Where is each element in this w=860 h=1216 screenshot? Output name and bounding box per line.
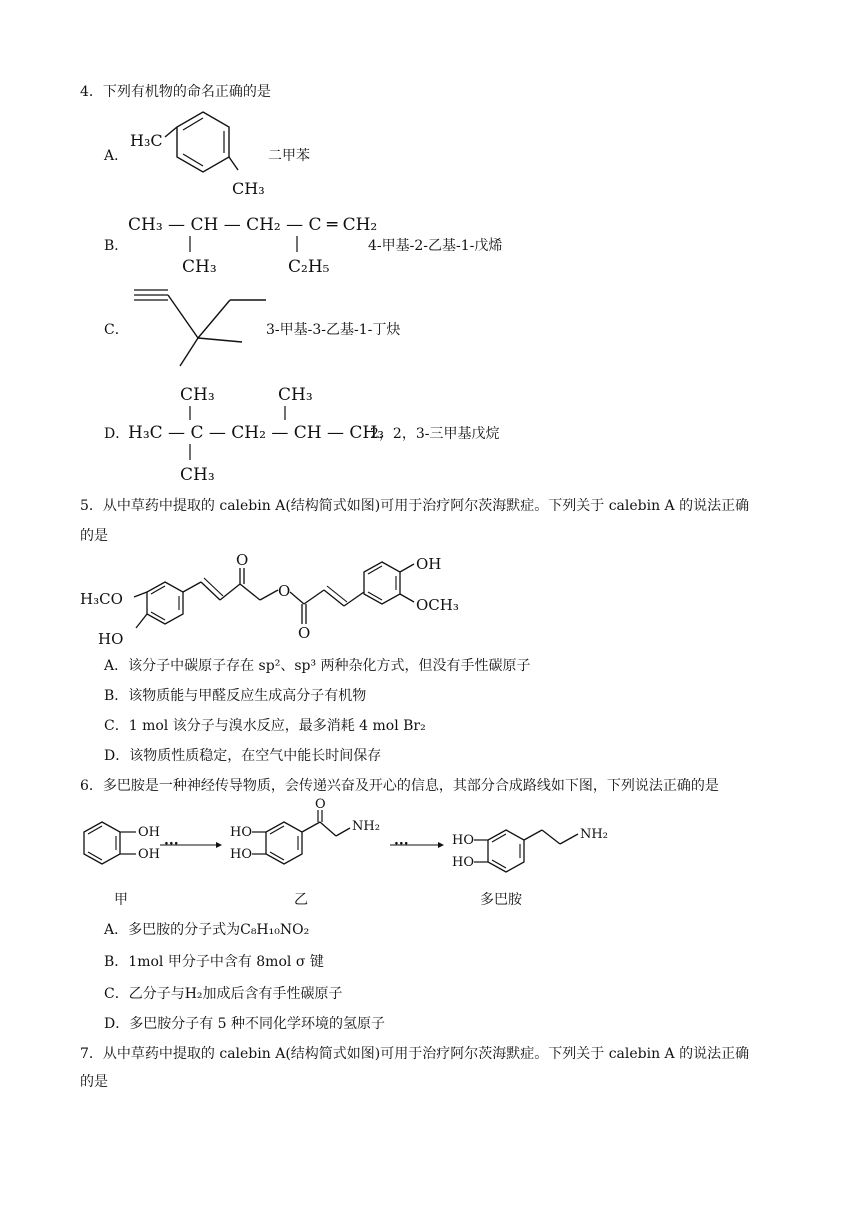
q4-b-structure (128, 208, 378, 278)
q5-hydroxyl-right: OH (416, 555, 442, 573)
q6-stem: 6．多巴胺是一种神经传导物质，会传递兴奋及开心的信息，其部分合成路线如下图，下列说法正确的是 (80, 778, 719, 794)
q6-arrow2-dots: ··· (394, 836, 409, 852)
q6-arrow1-dots: ··· (164, 836, 179, 852)
q5-stem-line1: 5．从中草药中提取的 calebin A(结构简式如图)可用于治疗阿尔茨海默症。下列关于 calebin A 的说法正确 (80, 498, 750, 514)
q6-synthesis-route (80, 797, 620, 890)
q4-a-methyl-bottom: CH₃ (232, 179, 265, 198)
q4-d-methyl-up2: CH₃ (278, 385, 313, 405)
q5-option-d: D．该物质性质稳定，在空气中能长时间保存 (104, 748, 382, 764)
q4-a-methyl-top: H₃C (130, 131, 163, 150)
q4-b-sub-ethyl: C₂H₅ (288, 257, 330, 277)
q4-option-d-label: D． (104, 426, 130, 442)
q6-label-yi: 乙 (294, 892, 308, 908)
q4-stem: 4．下列有机物的命名正确的是 (80, 84, 271, 100)
q6-dopamine-ho-bottom: HO (452, 855, 474, 870)
q4-a-structure-meta-xylene (128, 104, 268, 204)
q4-d-methyl-down: CH₃ (180, 465, 215, 485)
q5-ester-oxygen: O (278, 582, 291, 600)
q5-methoxy-right: OCH₃ (416, 596, 459, 614)
q4-option-d-name: 2，2，3-三甲基戊烷 (370, 426, 500, 442)
q4-b-sub-methyl: CH₃ (182, 257, 217, 277)
q5-option-b: B．该物质能与甲醛反应生成高分子有机物 (104, 688, 367, 704)
q6-yi-carbonyl-o: O (315, 797, 326, 812)
q6-yi-nh2: NH₂ (352, 819, 380, 834)
q6-option-c: C．乙分子与H₂加成后含有手性碳原子 (104, 986, 343, 1002)
q5-carbonyl-oxygen: O (298, 624, 311, 642)
q4-d-methyl-up1: CH₃ (180, 385, 215, 405)
q5-ketone-oxygen: O (236, 551, 249, 569)
q5-stem-line2: 的是 (80, 528, 108, 544)
q4-option-c-label: C． (104, 322, 129, 338)
q5-hydroxyl-left: HO (98, 630, 124, 648)
q7-stem-line2: 的是 (80, 1074, 108, 1090)
q6-label-dopamine: 多巴胺 (480, 892, 522, 908)
q6-option-d: D．多巴胺分子有 5 种不同化学环境的氢原子 (104, 1016, 386, 1032)
q4-d-structure (128, 380, 385, 490)
q4-option-a-label: A． (104, 148, 129, 164)
q6-yi-ho-bottom: HO (230, 847, 252, 862)
q6-jia-oh-bottom: OH (138, 847, 160, 862)
q4-option-b-name: 4-甲基-2-乙基-1-戊烯 (368, 238, 503, 254)
q4-option-b-label: B． (104, 238, 129, 254)
q5-methoxy-left: H₃CO (80, 590, 123, 608)
q6-label-jia: 甲 (114, 892, 128, 908)
q4-d-main-chain: H₃C — C — CH₂ — CH — CH₃ (128, 423, 385, 443)
q6-dopamine-ho-top: HO (452, 833, 474, 848)
q4-option-a-name: 二甲苯 (268, 148, 310, 164)
q5-calebin-a-structure (80, 550, 480, 650)
q4-c-skeletal-structure (128, 282, 268, 372)
q5-option-c: C．1 mol 该分子与溴水反应，最多消耗 4 mol Br₂ (104, 718, 426, 734)
q4-b-main-chain: CH₃ — CH — CH₂ — C ═ CH₂ (128, 215, 378, 235)
q6-option-a: A．多巴胺的分子式为C₈H₁₀NO₂ (104, 922, 310, 938)
q5-option-a: A．该分子中碳原子存在 sp²、sp³ 两种杂化方式，但没有手性碳原子 (104, 658, 531, 674)
q6-dopamine-nh2: NH₂ (580, 827, 608, 842)
q7-stem-line1: 7．从中草药中提取的 calebin A(结构简式如图)可用于治疗阿尔茨海默症。下列关于 calebin A 的说法正确 (80, 1046, 750, 1062)
q6-jia-oh-top: OH (138, 825, 160, 840)
q6-option-b: B．1mol 甲分子中含有 8mol σ 键 (104, 954, 324, 970)
q6-yi-ho-top: HO (230, 825, 252, 840)
q4-option-c-name: 3-甲基-3-乙基-1-丁炔 (266, 322, 401, 338)
